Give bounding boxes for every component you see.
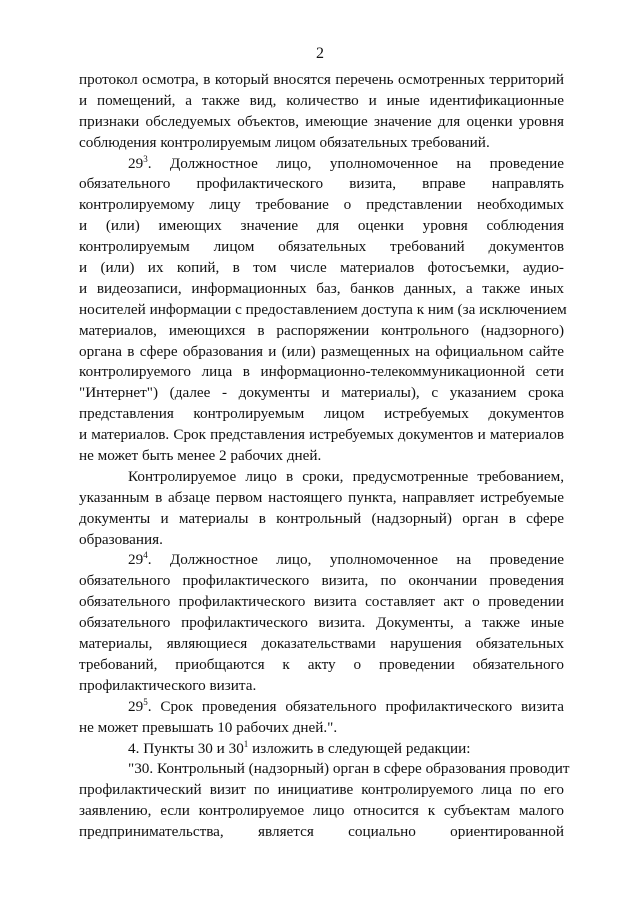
item-number: 29 bbox=[128, 697, 144, 715]
item-superscript: 4 bbox=[143, 550, 148, 561]
text-line: материалов, имеющихся в распоряжении контрольного (надзорного) bbox=[79, 321, 564, 339]
text-line: и (или) имеющих значение для оценки уровня соблюдения bbox=[79, 217, 564, 235]
paragraph-item-29-5 bbox=[79, 697, 564, 739]
text-line: носителей информации с предоставлением доступа к ним (за исключением bbox=[79, 300, 567, 318]
text-line: признаки обследуемых объектов, имеющие значение для оценки уровня bbox=[79, 112, 564, 130]
text-line: обязательного профилактического визита, вправе направлять bbox=[79, 175, 564, 193]
text-line: "30. Контрольный (надзорный) орган в сфере образования проводит bbox=[128, 760, 570, 778]
text-line: "Интернет") (далее - документы и материалы), с указанием срока bbox=[79, 384, 564, 402]
text-line: указанным в абзаце первом настоящего пункта, направляет истребуемые bbox=[79, 488, 564, 506]
text-line: профилактический визит по инициативе контролируемого лица по его bbox=[79, 781, 564, 799]
text-line: требований, приобщаются к акту о проведении обязательного bbox=[79, 655, 564, 673]
item-number: 29 bbox=[128, 551, 144, 569]
text-line: образования. bbox=[79, 530, 163, 548]
paragraph-item-29-3 bbox=[79, 153, 567, 467]
amendment-superscript: 1 bbox=[243, 738, 249, 749]
text-line: контролируемого лица в информационно-телекоммуникационной сети bbox=[79, 363, 564, 381]
text-line bbox=[79, 550, 564, 571]
text-line: предпринимательства, является социально ориентированной bbox=[79, 823, 564, 841]
text-line: представления контролируемым лицом истребуемых документов bbox=[79, 405, 564, 423]
text-line: документы и материалы в контрольный (надзорный) орган в сфере bbox=[79, 509, 564, 527]
amendment-suffix: изложить в следующей редакции: bbox=[248, 739, 471, 757]
text-line: обязательного профилактического визита, по окончании проведения bbox=[79, 572, 564, 590]
item-first-line: . Должностное лицо, уполномоченное на проведение bbox=[147, 154, 564, 172]
text-line bbox=[79, 739, 564, 760]
text-line: и помещений, а также вид, количество и иные идентификационные bbox=[79, 91, 564, 109]
text-line: контролируемым лицом обязательных требований документов bbox=[79, 238, 564, 256]
paragraph-item-29-4 bbox=[79, 550, 564, 696]
text-line: обязательного профилактического визита. Документы, а также иные bbox=[79, 614, 564, 632]
paragraph-amendment-4 bbox=[79, 739, 564, 760]
text-line: обязательного профилактического визита составляет акт о проведении bbox=[79, 593, 564, 611]
item-number: 29 bbox=[128, 154, 144, 172]
text-line: заявлению, если контролируемое лицо относится к субъектам малого bbox=[79, 802, 564, 820]
text-line: контролируемому лицу требование о представлении необходимых bbox=[79, 196, 564, 214]
paragraph-continuation bbox=[79, 70, 564, 154]
text-line: и видеозаписи, информационных баз, банков данных, а также иных bbox=[79, 279, 564, 297]
text-line: органа в сфере образования и (или) размещенных на официальном сайте bbox=[79, 342, 564, 360]
text-line bbox=[79, 697, 564, 718]
text-line: протокол осмотра, в который вносятся перечень осмотренных территорий bbox=[79, 71, 564, 88]
item-first-line: . Срок проведения обязательного профилактического визита bbox=[147, 697, 564, 715]
page-number: 2 bbox=[316, 45, 324, 62]
text-line: Контролируемое лицо в сроки, предусмотренные требованием, bbox=[128, 467, 564, 485]
text-line: и (или) их копий, в том числе материалов фотосъемки, аудио- bbox=[79, 259, 564, 277]
document-body bbox=[79, 70, 570, 843]
item-first-line: . Должностное лицо, уполномоченное на проведение bbox=[147, 551, 564, 569]
paragraph-item-30 bbox=[79, 759, 570, 843]
amendment-prefix: 4. Пункты 30 и 30 bbox=[128, 739, 244, 757]
item-superscript: 5 bbox=[143, 696, 148, 707]
paragraph-controlled-person bbox=[79, 467, 564, 551]
text-line: не может быть менее 2 рабочих дней. bbox=[79, 447, 322, 465]
text-line: и материалов. Срок представления истребуемых документов и материалов bbox=[79, 426, 564, 444]
item-superscript: 3 bbox=[143, 153, 148, 164]
text-line: не может превышать 10 рабочих дней.". bbox=[79, 718, 338, 736]
text-line: материалы, являющиеся доказательствами нарушения обязательных bbox=[79, 635, 564, 653]
text-line: профилактического визита. bbox=[79, 676, 257, 694]
text-line: соблюдения контролируемым лицом обязательных требований. bbox=[79, 133, 490, 151]
text-line bbox=[79, 154, 564, 175]
